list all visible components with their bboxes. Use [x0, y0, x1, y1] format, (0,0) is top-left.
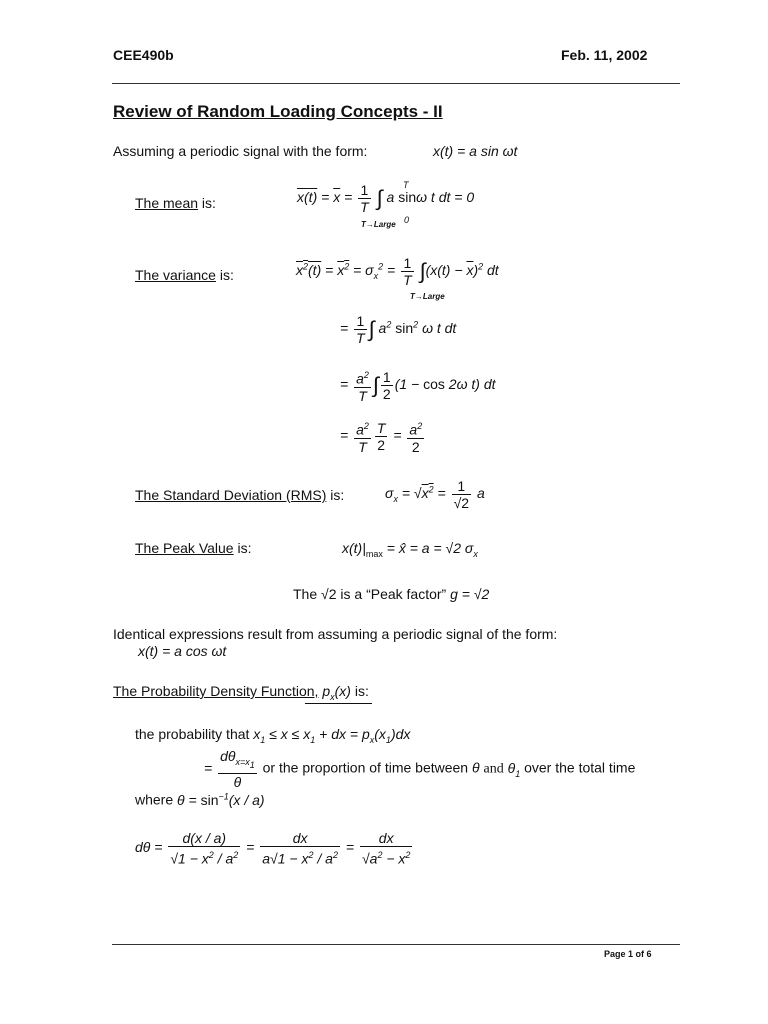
intro-expr: x(t) = a sin ωt: [433, 143, 518, 159]
variance-step2: = $\frac{a^2}{T}$ ∫ $\frac{1}{2}$ (1 − cos 2ω t) dt: [340, 368, 496, 404]
footer-rule: [112, 944, 680, 945]
variance-label: The variance is:: [135, 267, 234, 283]
variance-limit: T→Large: [410, 292, 445, 301]
mean-label: The mean is:: [135, 195, 216, 211]
course-code: CEE490b: [113, 47, 174, 63]
page-title: Review of Random Loading Concepts - II: [113, 102, 443, 121]
peak-factor-text: The √2 is a “Peak factor” g = √2: [293, 586, 490, 602]
mean-expr: $x(t) = \overline{x}$ = $\frac{1}{T}$ ∫ a sinω t dt = 0: [297, 182, 475, 215]
std-expr: $\sigma_x = √x^2$ = $\frac{1}{√2}$ a: [385, 478, 485, 511]
pdf-label: The Probability Density Function, $p_x(x)$ is:: [113, 683, 369, 702]
page-number: Page 1 of 6: [604, 949, 652, 959]
mean-limit: T→Large: [361, 220, 396, 229]
peak-expr: $x(t)|_{max}$ = x̂ = a = √2 $\sigma_x$: [342, 540, 478, 559]
variance-expr: $x^2(t) = x^2 = \sigma_x^2$ = $\frac{1}{T}$ $\int(x(t) - \overline{x})^2$ dt: [296, 255, 499, 288]
identical-expr: x(t) = a cos ωt: [138, 643, 227, 659]
intro-text: Assuming a periodic signal with the form:: [113, 143, 368, 159]
variance-step3: = $\frac{a^2}{T}$ $\frac{T}{2}$ = $\frac{a^2}{2}$: [340, 419, 423, 455]
proportion-line: = $\frac{d\theta_{x=x_1}}{\theta}$ or the proportion of time between θ and $\theta_1$ over the total time: [204, 748, 636, 790]
dtheta-expr: dθ = $\frac{d(x / a)}{√1 - x^2 / a^2}$ = $\frac{dx}{a√1 - x^2 / a^2}$ = $\frac{dx}{√a^2 - x^2}$: [135, 830, 411, 867]
peak-label: The Peak Value is:: [135, 540, 252, 556]
where-line: where $\theta = \sin^{-1}(x / a)$: [135, 791, 265, 808]
header-rule: [112, 83, 680, 84]
variance-step1: = $\frac{1}{T}$ ∫ $a^2$ $\sin^2 \omega$ t dt: [340, 313, 457, 346]
std-label: The Standard Deviation (RMS) is:: [135, 487, 345, 503]
document-date: Feb. 11, 2002: [561, 47, 648, 63]
prob-line: the probability that $x_1 \le x \le x_1$ + dx = $p_x(x_1)dx$: [135, 726, 411, 745]
pdf-underline: [305, 703, 372, 704]
mean-upper: T: [403, 180, 409, 190]
identical-text: Identical expressions result from assuming a periodic signal of the form:: [113, 626, 558, 642]
mean-lower: 0: [404, 215, 410, 225]
